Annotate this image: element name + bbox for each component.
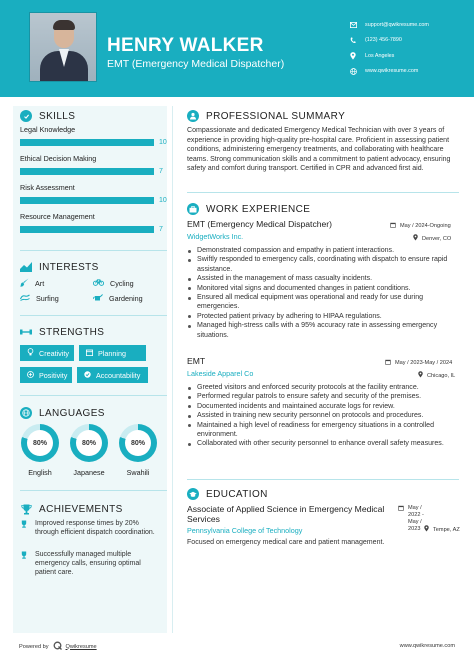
language-progress-ring [119,424,157,462]
contact-location [350,48,429,64]
list-item: Greeted visitors and enforced security protocols at the facility entrance. [187,383,459,392]
trophy-icon [20,503,32,515]
chart-icon [20,261,32,273]
skill-value: 10 [159,197,167,204]
lightbulb-icon [27,348,34,358]
calendar-icon [385,359,391,367]
achievement-item: Improved response times by 20% through efficient dispatch coordination. [20,519,160,537]
job-title: EMT (Emergency Medical Dispatcher) [187,219,333,229]
section-divider [187,479,459,480]
candidate-name: HENRY WALKER [107,35,264,56]
trophy-icon [20,551,29,577]
calendar-icon [390,222,396,230]
strength-tag: Creativity [20,345,74,361]
phone-icon [350,37,365,44]
education-location: Tempe, AZ [424,525,460,534]
language-name: Japanese [73,468,105,477]
bicycle-icon [93,278,104,288]
job-bullets [187,383,459,449]
section-divider [20,315,167,316]
email-icon [350,22,365,28]
candidate-title: EMT (Emergency Medical Dispatcher) [107,58,285,70]
section-divider [187,192,459,193]
list-item: Swiftly responded to emergency calls, coordinating with dispatch to ensure rapid assistance. [187,255,459,274]
job-location: Denver, CO [413,234,451,243]
language-percent: 80% [27,430,53,456]
plus-circle-icon [27,371,34,380]
summary-text: Compassionate and dedicated Emergency Medical Technician with over 3 years of experience in providing high-quality pre-hospital care. Proficient in assessing patient conditions, administering emergency treatments, and collaborating with healthcare teams. Strong communication skills and a commitment to patient advocacy, ensuring safety and comfort during transport. Certified in CPR and advanced first aid. [187,127,451,173]
interests-heading: INTERESTS [20,261,99,273]
skill-value: 10 [159,139,167,146]
company-name[interactable]: Lakeside Apparel Co [187,369,254,378]
skill-bar [20,139,154,146]
watering-can-icon [93,293,103,303]
location-text: Los Angeles [365,52,395,59]
skill-bar [20,197,154,204]
language-percent: 80% [76,430,102,456]
interest-item: Art [20,278,44,289]
skill-name: Resource Management [20,212,95,221]
language-name: Swahili [126,468,150,477]
interest-item: Cycling [93,278,134,288]
location-pin-icon [424,525,429,534]
contact-list [350,17,429,79]
skill-bar [20,168,154,175]
list-item: Protected patient privacy by adhering to HIPAA regulations. [187,312,459,321]
strength-tag: Positivity [20,367,72,383]
summary-heading: PROFESSIONAL SUMMARY [187,110,345,122]
skills-heading: SKILLS [20,110,75,122]
list-item: Maintained a high level of readiness for emergency situations in a controlled environment. [187,421,459,440]
qwikresume-logo-icon [53,641,62,652]
skill-name: Legal Knowledge [20,125,76,134]
globe-icon [350,68,365,75]
briefcase-icon [187,203,199,215]
list-item: Documented incidents and maintained accurate logs for review. [187,402,459,411]
location-pin-icon [413,234,418,243]
check-circle-icon [84,371,91,380]
trophy-icon [20,520,29,537]
skill-value: 7 [159,168,163,175]
list-item: Assisted in the management of mass casualty incidents. [187,274,459,283]
location-pin-icon [418,371,423,380]
brand-link[interactable]: Qwikresume [65,643,97,650]
footer-website[interactable]: www.qwikresume.com [399,643,455,649]
surfboard-icon [20,293,30,303]
resume-header [0,0,474,97]
globe-icon [20,407,32,419]
footer-powered-by: Powered by Qwikresume [19,641,97,652]
languages-heading: LANGUAGES [20,407,105,419]
graduation-cap-icon [187,488,199,500]
calendar-icon [398,505,404,513]
skill-name: Risk Assessment [20,183,75,192]
column-divider [172,106,173,633]
list-item: Ensured all medical equipment was operational and ready for use during emergencies. [187,293,459,312]
profile-photo [29,12,97,82]
job-title: EMT [187,356,206,366]
website-text: www.qwikresume.com [365,68,419,75]
achievements-heading: ACHIEVEMENTS [20,503,123,515]
education-dates: May / 2022 - May / 2023 [398,505,428,533]
skill-bar [20,226,154,233]
experience-heading: WORK EXPERIENCE [187,203,310,215]
phone-text: (123) 456-7890 [365,37,402,44]
section-divider [20,250,167,251]
strength-tag: Planning [79,345,146,361]
company-name[interactable]: WidgetWorks Inc. [187,232,244,241]
school-name[interactable]: Pennsylvania College of Technology [187,526,303,535]
list-item: Managed high-stress calls with a 95% accuracy rate in assessing emergency situations. [187,321,459,340]
skill-value: 7 [159,226,163,233]
contact-phone[interactable] [350,33,429,49]
list-item: Monitored vital signs and documented changes in patient conditions. [187,284,459,293]
dumbbell-icon [20,326,32,338]
education-text: Focused on emergency medical care and patient management. [187,539,385,546]
list-item: Performed regular patrols to ensure safety and security of the premises. [187,392,459,401]
list-item: Assisted in training new security personnel on protocols and procedures. [187,411,459,420]
list-item: Demonstrated compassion and empathy in patient interactions. [187,246,459,255]
brush-icon [20,278,29,289]
contact-website[interactable] [350,64,429,80]
location-pin-icon [350,52,365,60]
job-dates: May / 2024-Ongoing [390,222,451,230]
calendar-icon [86,349,93,358]
contact-email[interactable] [350,17,429,33]
achievement-item: Successfully managed multiple emergency calls, ensuring optimal patient care. [20,550,160,577]
language-progress-ring [21,424,59,462]
education-heading: EDUCATION [187,488,268,500]
skills-icon [20,110,32,122]
language-progress-ring [70,424,108,462]
section-divider [20,490,167,491]
language-name: English [28,468,52,477]
job-bullets [187,246,459,340]
list-item: Collaborated with other security personnel to enhance overall safety measures. [187,439,459,448]
skill-name: Ethical Decision Making [20,154,97,163]
interest-item: Surfing [20,293,59,303]
job-location: Chicago, IL [418,371,455,380]
strength-tag: Accountability [77,367,148,383]
email-text: support@qwikresume.com [365,21,429,28]
job-dates: May / 2023-May / 2024 [385,359,452,367]
section-divider [20,395,167,396]
language-percent: 80% [125,430,151,456]
strengths-heading: STRENGTHS [20,326,104,338]
person-icon [187,110,199,122]
interest-item: Gardening [93,293,143,303]
degree-title: Associate of Applied Science in Emergency Medical Services [187,504,385,524]
